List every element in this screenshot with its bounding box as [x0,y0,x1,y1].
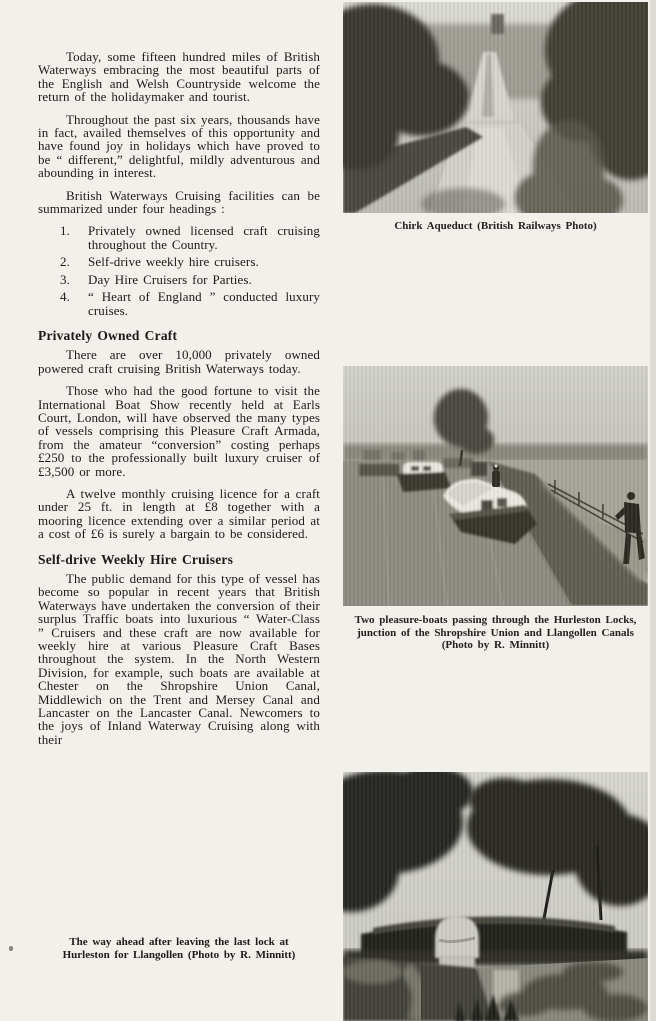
list-item [60,255,320,268]
hurleston-locks-photo [343,366,648,606]
intro-paragraph-3: British Waterways Cruising facilities can be summarized under four headings : [38,187,320,217]
list-item [60,224,320,251]
photo2-caption: Two pleasure-boats passing through the Hurleston Locks, junction of the Shropshire Union and Llangollen Canals (Photo by R. Minnitt) [354,614,637,651]
list-item-number: 4. [60,289,70,305]
section1-paragraph-3: A twelve monthly cruising licence for a craft under 25 ft. in length at £8 together with a mooring licence extending over a similar period at a cost of £6 is surely a bargain to be considered. [38,485,320,542]
list-item-number: 1. [60,223,70,239]
chirk-aqueduct-photo [343,2,648,213]
photo1-caption: Chirk Aqueduct (British Railways Photo) [394,220,597,232]
section-heading-privately-owned-craft: Privately Owned Craft [38,327,178,343]
list-item-text: Day Hire Cruisers for Parties. [88,271,252,287]
list-item-number: 3. [60,271,70,287]
hurleston-bridge-illustration [343,772,648,1021]
list-item-text: “ Heart of England ” conducted luxury cruises. [88,289,320,318]
article-text-column [38,50,320,755]
section2-paragraph-1: The public demand for this type of vessel has become so popular in recent years that British Waterways have undertaken the conversion of their surplus Traffic boats into luxurious “ Water-Class ” Cruisers and these craft are now available for weekly hire at various Pleasure Craft Bases throughout the system. In the North Western Division, for example, such boats are available at Chester on the Shropshire Union Canal, Middlewich on the Trent and Mersey Canal and Lancaster on the Lancaster Canal. Newcomers to the joys of Inland Waterway Cruising along with their [38,571,320,747]
photo3-caption: The way ahead after leaving the last lock at Hurleston for Llangollen (Photo by R. Minnitt) [62,936,296,961]
list-item-number: 2. [60,254,70,270]
section-heading-self-drive-cruisers: Self-drive Weekly Hire Cruisers [38,551,234,567]
list-item-text: Self-drive weekly hire cruisers. [88,254,259,270]
hurleston-locks-illustration [343,366,648,606]
list-item-text: Privately owned licensed craft cruising throughout the Country. [88,223,320,252]
list-item [60,290,320,317]
list-item [60,273,320,286]
section1-paragraph-2: Those who had the good fortune to visit the International Boat Show recently held at Earls Court, London, will have observed the many types of vessels comprising this Pleasure Craft Armada, from the amateur “conversion” costing perhaps £250 to the professionally built luxury cruiser of £3,500 or more. [38,383,320,479]
section1-paragraph-1: There are over 10,000 privately owned powered craft cruising British Waterways today. [38,347,320,376]
intro-paragraph-2: Throughout the past six years, thousands have in fact, availed themselves of this opportunity and have found joy in holidays which have proved to be “ different,” delightful, mildly adventurous and abounding in interest. [38,111,320,181]
intro-paragraph-1: Today, some fifteen hundred miles of British Waterways embracing the most beautiful parts of the English and Welsh Countryside welcome the return of the holidaymaker and tourist. [38,49,320,105]
hurleston-bridge-photo [343,772,648,1021]
ink-speck [9,946,13,951]
scan-edge-strip [650,0,656,1021]
chirk-aqueduct-illustration [343,2,648,213]
headings-list [38,224,320,316]
